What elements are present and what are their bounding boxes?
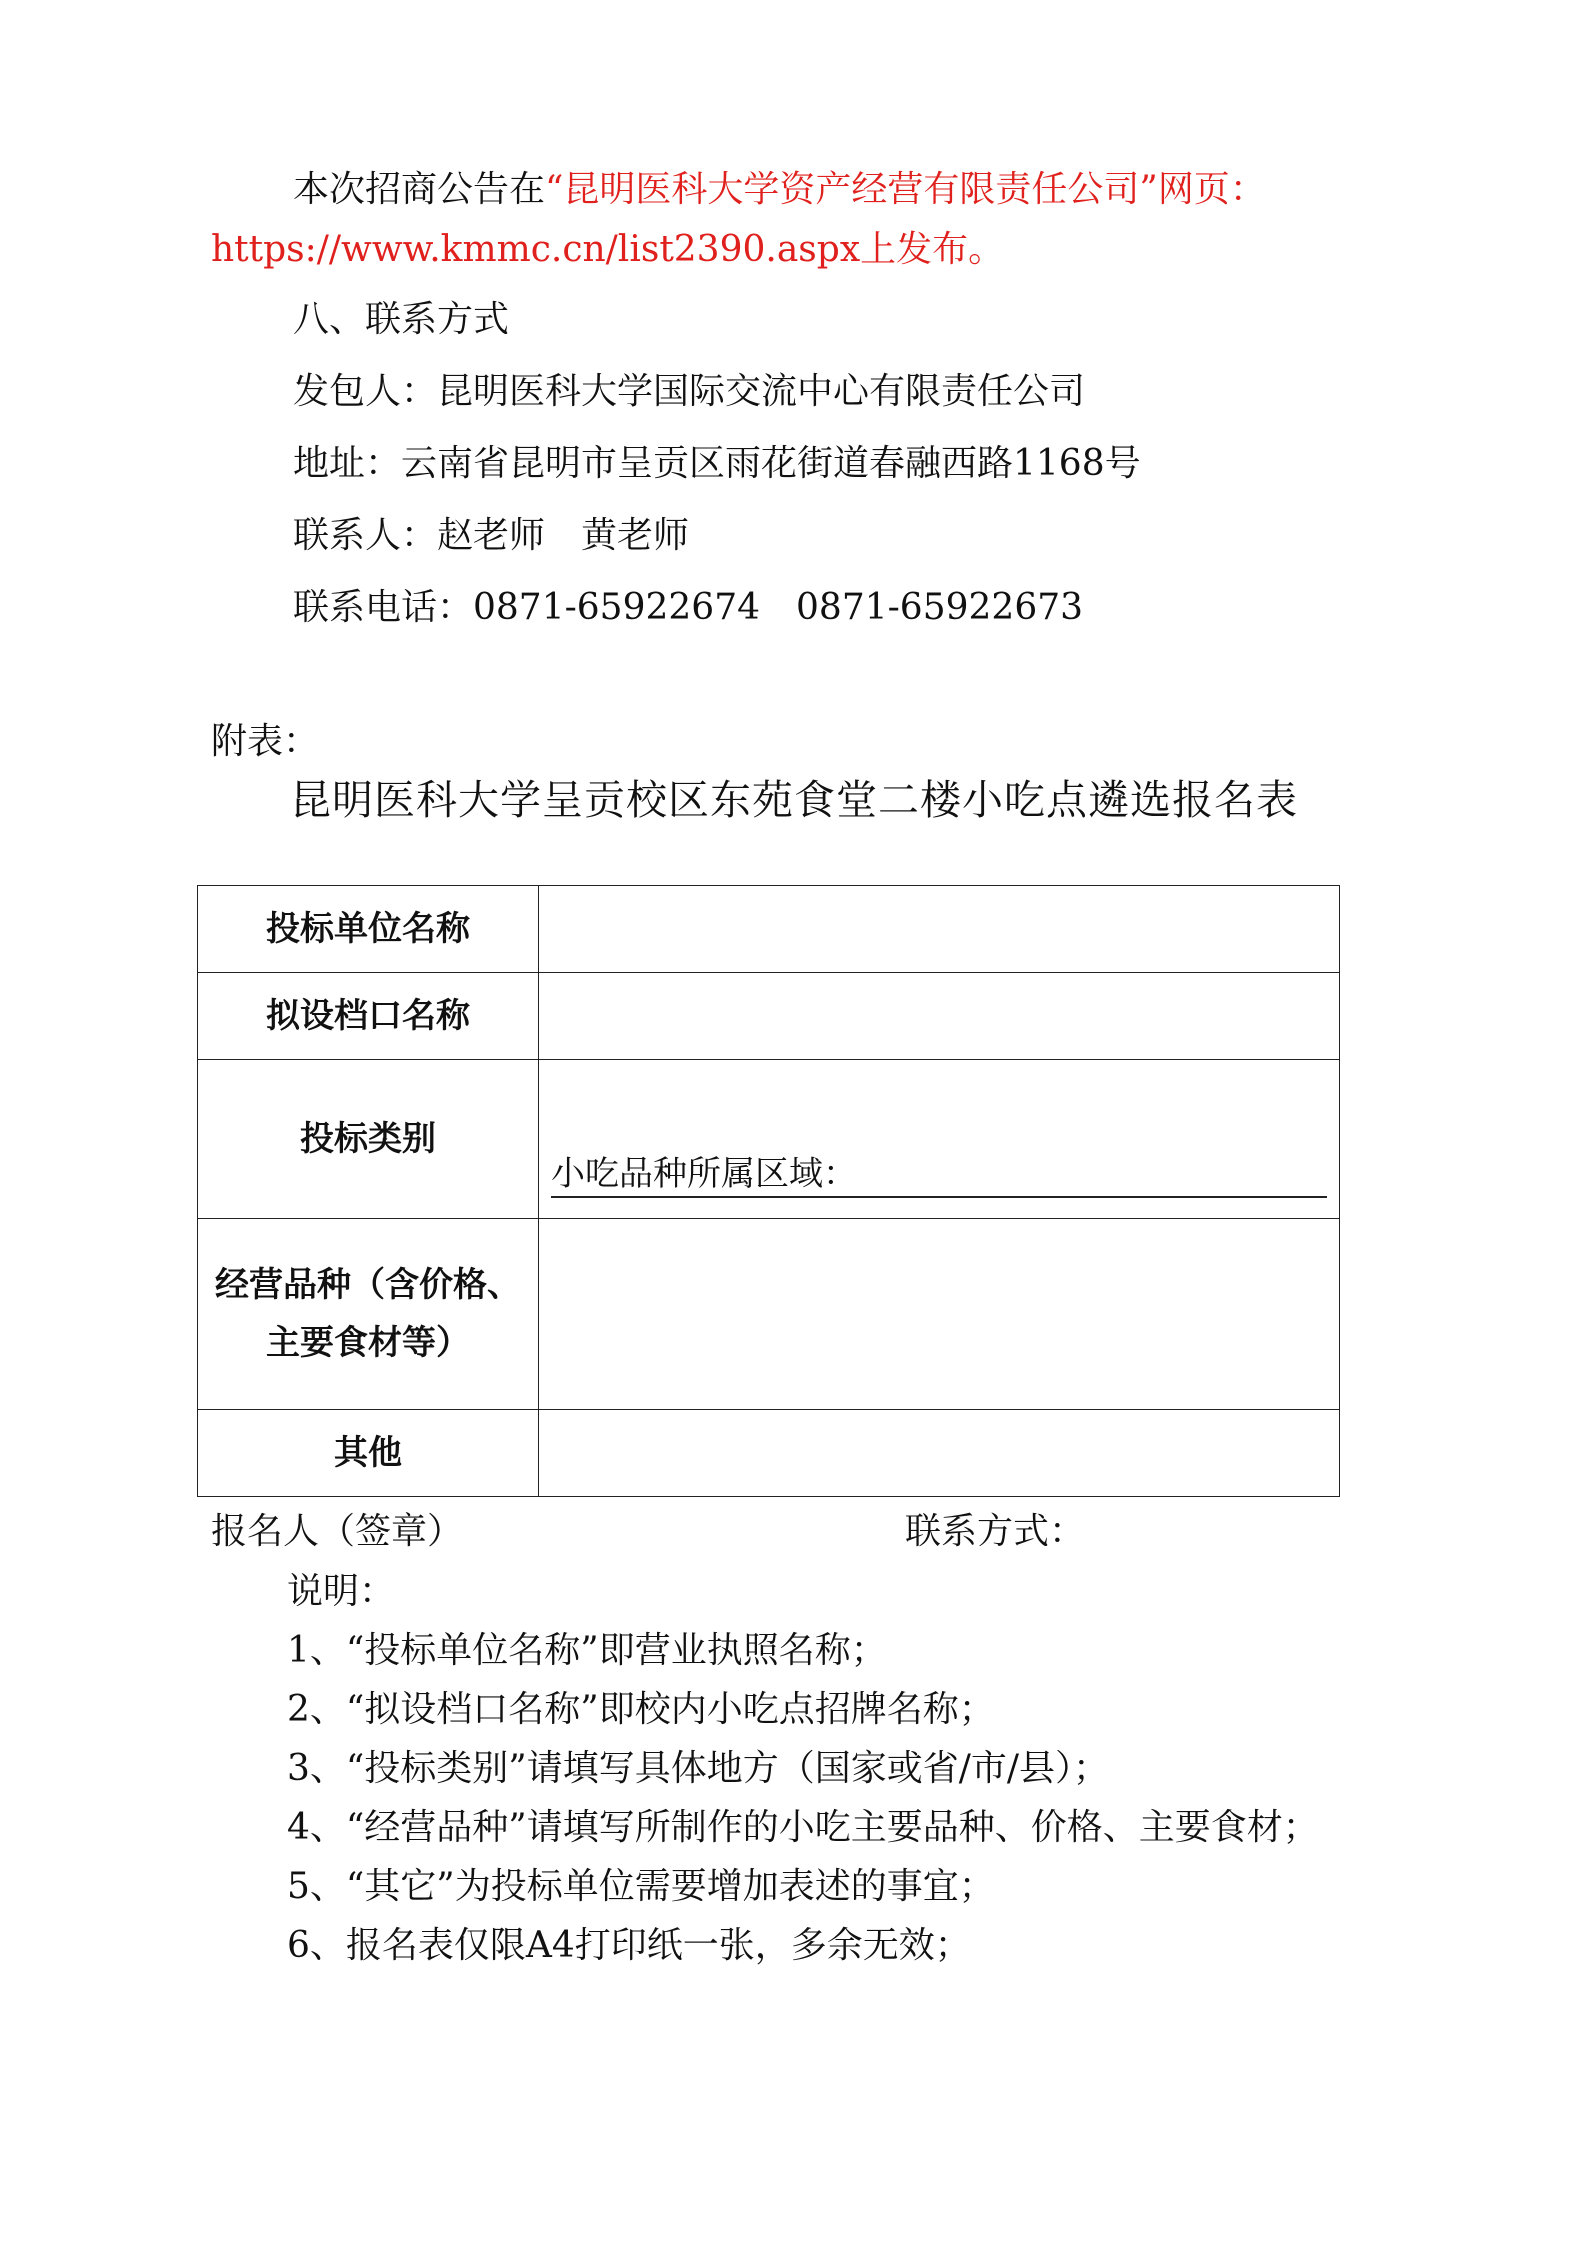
registration-form-table: [197, 885, 1340, 1497]
address-line: 地址：云南省昆明市呈贡区雨花街道春融西路1168号: [293, 443, 1141, 484]
note-item: 5、“其它”为投标单位需要增加表述的事宜；: [287, 1866, 995, 1907]
contact-persons-line: 联系人：赵老师 黄老师: [293, 515, 690, 556]
announcement-prefix: 本次招商公告在: [293, 169, 546, 210]
form-value-bid-category[interactable]: [539, 1060, 1340, 1219]
note-item: 1、“投标单位名称”即营业执照名称；: [287, 1630, 887, 1671]
attachment-label: 附表：: [211, 721, 320, 762]
form-label-stall-name: 拟设档口名称: [198, 973, 539, 1060]
note-item: 2、“拟设档口名称”即校内小吃点招牌名称；: [287, 1689, 995, 1730]
table-row: [198, 973, 1340, 1060]
table-row: [198, 1410, 1340, 1497]
form-title: 昆明医科大学呈贡校区东苑食堂二楼小吃点遴选报名表: [290, 776, 1298, 824]
notes-heading: 说明：: [287, 1571, 396, 1612]
contact-method-label: 联系方式：: [905, 1511, 1086, 1552]
applicant-signature-label: 报名人（签章）: [211, 1511, 464, 1552]
note-item: 3、“投标类别”请填写具体地方（国家或省/市/县）；: [287, 1748, 1109, 1789]
announcement-url: https://www.kmmc.cn/list2390.aspx上发布。: [211, 229, 1005, 270]
form-value-stall-name[interactable]: [539, 973, 1340, 1060]
form-label-bid-category: 投标类别: [198, 1060, 539, 1219]
form-label-other: 其他: [198, 1410, 539, 1497]
announcement-line-1: [293, 166, 1266, 214]
snack-region-field[interactable]: 小吃品种所属区域：: [551, 1152, 1327, 1198]
note-item: 4、“经营品种”请填写所制作的小吃主要品种、价格、主要食材；: [287, 1807, 1319, 1848]
note-item: 6、报名表仅限A4打印纸一张，多余无效；: [287, 1925, 971, 1966]
form-value-bidder-name[interactable]: [539, 886, 1340, 973]
form-value-other[interactable]: [539, 1410, 1340, 1497]
company-name-highlight: “昆明医科大学资产经营有限责任公司”网页：: [545, 169, 1266, 210]
form-label-business-items: 经营品种（含价格、主要食材等）: [198, 1219, 539, 1410]
contact-phones-line: 联系电话：0871-65922674 0871-65922673: [293, 587, 1084, 628]
form-label-bidder-name: 投标单位名称: [198, 886, 539, 973]
form-value-business-items[interactable]: [539, 1219, 1340, 1410]
issuer-line: 发包人：昆明医科大学国际交流中心有限责任公司: [293, 371, 1086, 412]
table-row: [198, 1219, 1340, 1410]
table-row: [198, 1060, 1340, 1219]
table-row: [198, 886, 1340, 973]
contact-heading: 八、联系方式: [293, 299, 510, 340]
